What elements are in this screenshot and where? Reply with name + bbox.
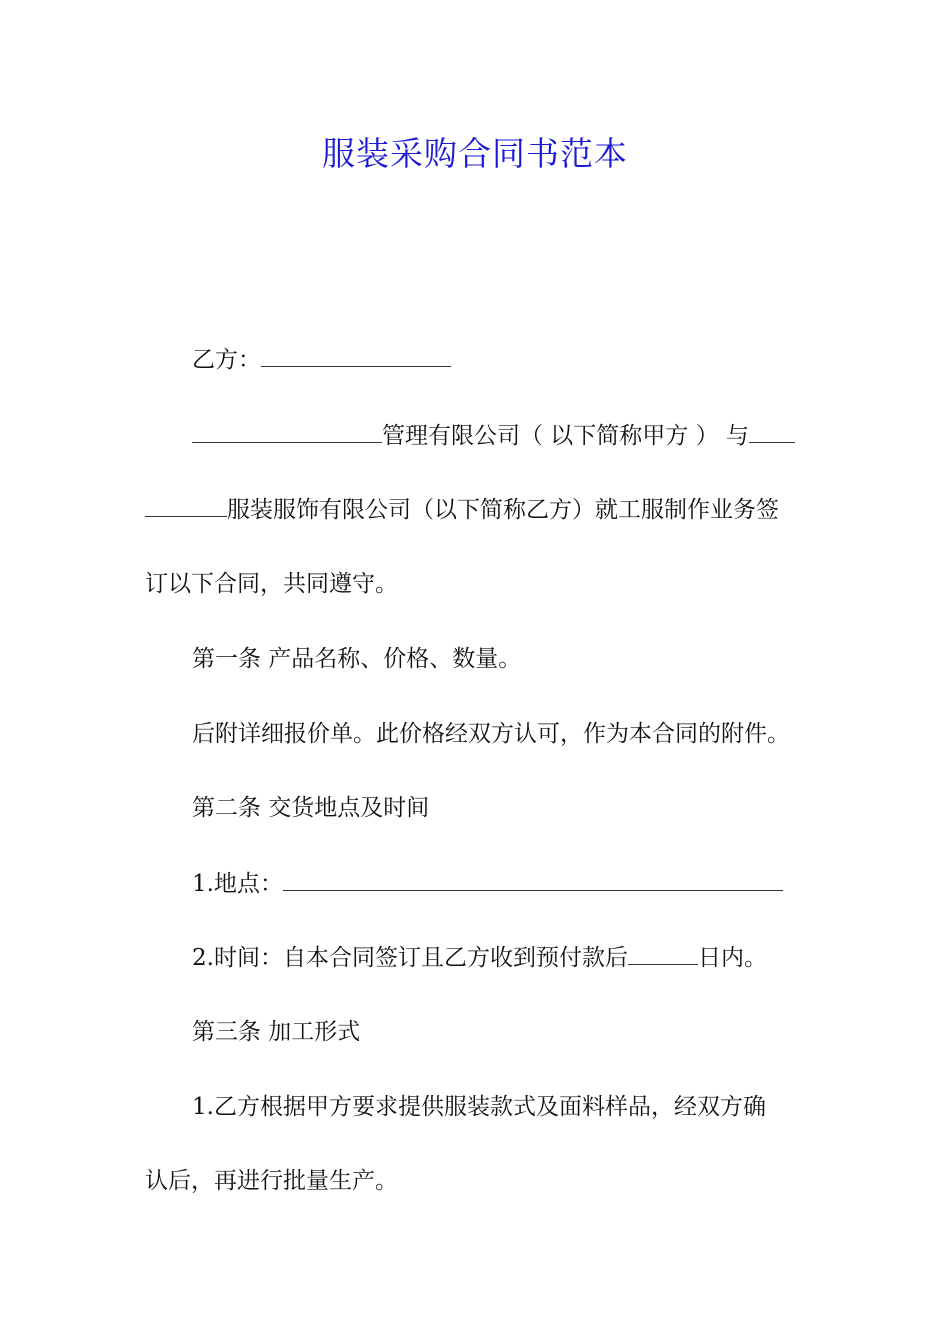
delivery-days-blank — [628, 942, 698, 965]
intro-line-2 — [145, 494, 779, 525]
article-3-heading: 第三条 加工形式 — [192, 1019, 361, 1045]
article-1-heading: 第一条 产品名称、价格、数量。 — [192, 646, 522, 672]
article-2-item-2 — [192, 942, 767, 973]
party-a-blank — [192, 420, 382, 443]
document-title: 服装采购合同书范本 — [322, 134, 628, 173]
article-2-item-1 — [192, 868, 783, 899]
party-b-blank — [261, 344, 451, 367]
article-1-body: 后附详细报价单。此价格经双方认可，作为本合同的附件。 — [192, 721, 790, 747]
intro-line-1-text: 管理有限公司（ 以下简称甲方 ） 与 — [382, 423, 749, 449]
delivery-time-suffix: 日内。 — [697, 945, 767, 971]
article-3-item-1-line-2: 认后，再进行批量生产。 — [145, 1168, 398, 1194]
article-2-heading: 第二条 交货地点及时间 — [192, 795, 430, 821]
party-b-name-blank-end — [145, 494, 227, 517]
intro-line-1 — [192, 420, 795, 451]
intro-line-2-text: 服装服饰有限公司（以下简称乙方）就工服制作业务签 — [227, 497, 779, 523]
party-b-name-blank-start — [749, 420, 795, 443]
intro-line-3: 订以下合同，共同遵守。 — [145, 571, 398, 597]
party-b-label: 乙方： — [192, 347, 261, 373]
delivery-location-label: 1.地点： — [192, 871, 283, 897]
delivery-location-blank — [283, 868, 783, 891]
delivery-time-prefix: 2.时间：自本合同签订且乙方收到预付款后 — [192, 945, 628, 971]
party-b-line — [192, 344, 451, 375]
article-3-item-1-line-1: 1.乙方根据甲方要求提供服装款式及面料样品，经双方确 — [192, 1094, 766, 1120]
